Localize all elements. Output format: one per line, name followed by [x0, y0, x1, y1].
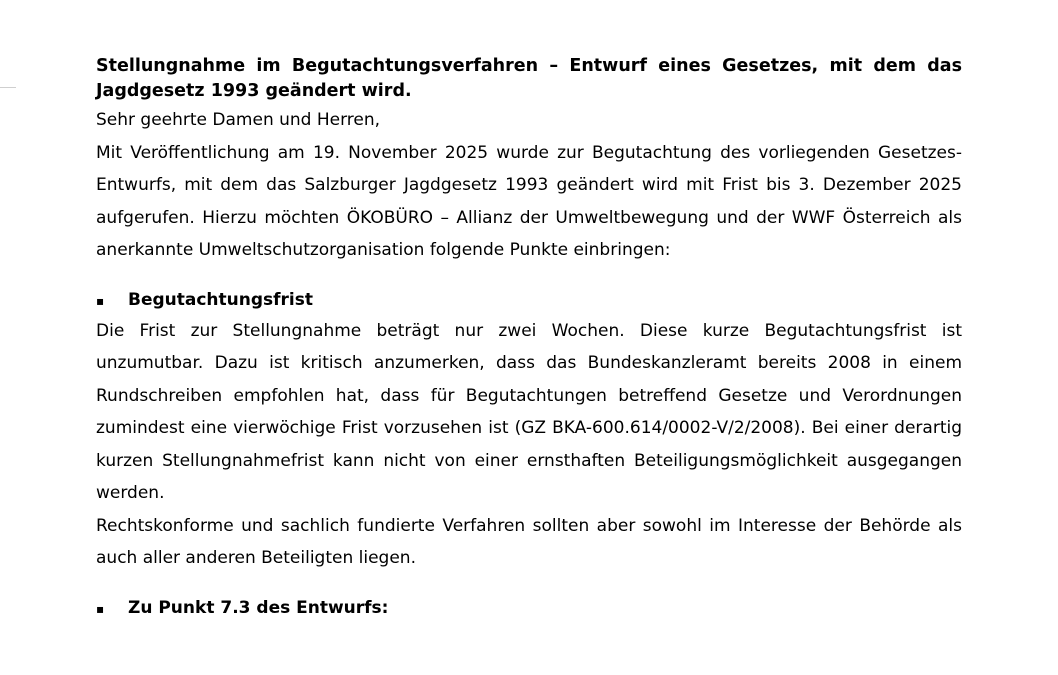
- square-bullet-icon: ▪: [96, 601, 105, 616]
- section-heading-begutachtungsfrist: [96, 286, 962, 315]
- section-heading-punkt-7-3: [96, 594, 962, 623]
- square-bullet-icon: ▪: [96, 293, 105, 308]
- document-page: [96, 54, 962, 623]
- section-heading-label: Zu Punkt 7.3 des Entwurfs:: [128, 597, 389, 618]
- section-heading-label: Begutachtungsfrist: [128, 289, 314, 310]
- section-paragraph: Rechtskonforme und sachlich fundierte Verfahren sollten aber sowohl im Interesse der Behörde als auch aller anderen Beteiligten liegen.: [96, 515, 962, 568]
- section-paragraph: Die Frist zur Stellungnahme beträgt nur zwei Wochen. Diese kurze Begutachtungsfrist ist unzumutbar. Dazu ist kritisch anzumerken, dass das Bundeskanzleramt bereits 2008 in einem Rundschreiben empfohlen hat, dass für Begutachtungen betreffend Gesetze und Verordnungen zumindest eine vierwöchige Frist vorzusehen ist (GZ BKA-600.614/0002-V/2/2008). Bei einer derartig kurzen Stellungnahmefrist kann nicht von einer ernsthaften Beteiligungsmöglichkeit ausgegangen werden.: [96, 320, 962, 503]
- document-title: Stellungnahme im Begutachtungsverfahren – Entwurf eines Gesetzes, mit dem das Jagdgesetz 1993 geändert wird.: [96, 56, 962, 101]
- margin-mark: [0, 87, 16, 88]
- intro-paragraph: Mit Veröffentlichung am 19. November 2025 wurde zur Begutachtung des vorliegenden Gesetzes-Entwurfs, mit dem das Salzburger Jagdgesetz 1993 geändert wird mit Frist bis 3. Dezember 2025 aufgerufen. Hierzu möchten ÖKOBÜRO – Allianz der Umweltbewegung und der WWF Österreich als anerkannte Umweltschutzorganisation folgende Punkte einbringen:: [96, 142, 962, 260]
- salutation: Sehr geehrte Damen und Herren,: [96, 110, 381, 130]
